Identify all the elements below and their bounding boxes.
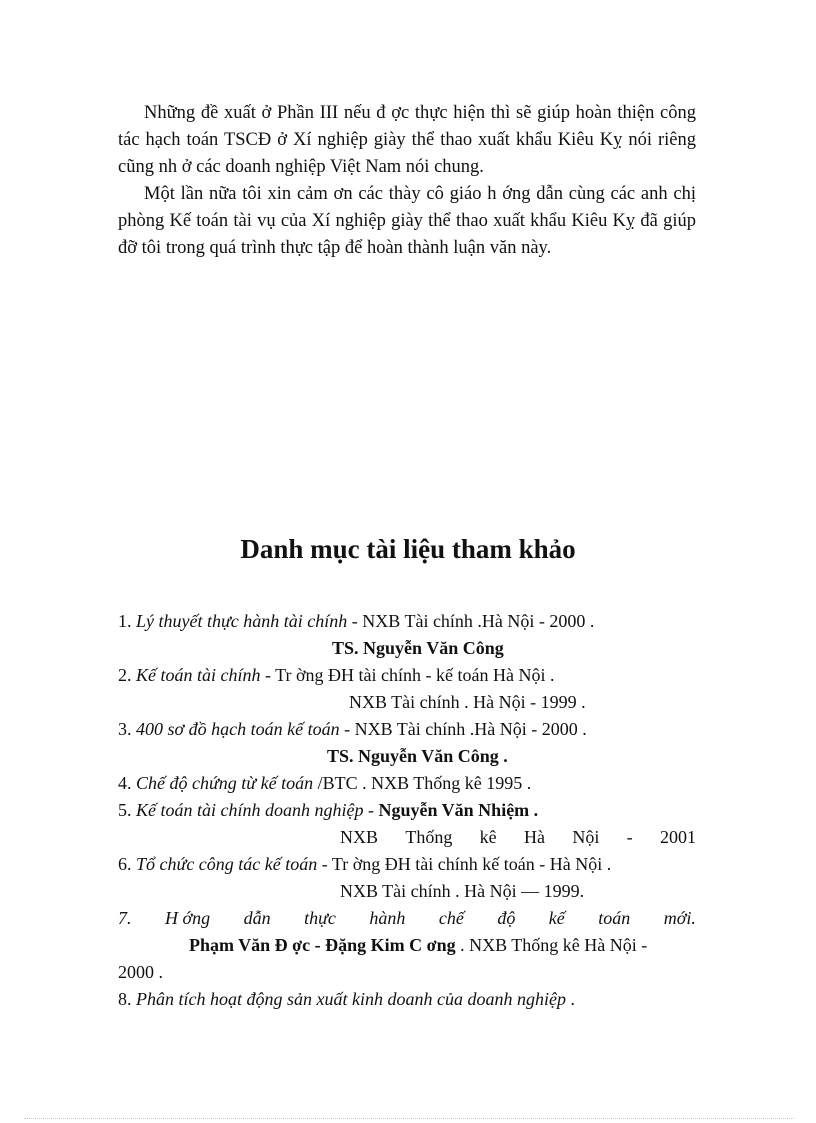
reference-continuation [340, 826, 696, 848]
reference-word: Hà [524, 827, 545, 847]
reference-number: 5. [118, 800, 132, 820]
reference-item [118, 988, 575, 1010]
reference-publisher: - Tr ờng ĐH tài chính kế toán - Hà Nội . [317, 854, 612, 874]
reference-publisher: - NXB Tài chính .Hà Nội - 2000 . [339, 719, 587, 739]
reference-item [118, 799, 538, 821]
reference-title: Lý thuyết thực hành tài chính [136, 611, 348, 631]
reference-authors-line [189, 934, 647, 956]
reference-word: hành [369, 908, 406, 928]
reference-item [118, 772, 531, 794]
paragraph-2: Một lần nữa tôi xin cảm ơn các thày cô giáo h ớng dẫn cùng các anh chị phòng Kế toán tài vụ của Xí nghiệp giày thể thao xuất khẩu Kiêu Kỵ đã giúp đỡ tôi trong quá trình thực tập để hoàn thành luận văn này. [118, 184, 696, 258]
reference-title: Chế độ chứng từ kế toán [136, 773, 314, 793]
reference-word: toán [598, 908, 631, 928]
reference-word: NXB [340, 827, 379, 847]
reference-title: Kế toán tài chính [136, 665, 261, 685]
reference-word: - [626, 827, 633, 847]
reference-item [118, 610, 594, 632]
reference-publisher: . NXB Thống kê Hà Nội - [455, 935, 648, 955]
reference-number: 1. [118, 611, 132, 631]
reference-publisher: - Tr ờng ĐH tài chính - kế toán Hà Nội . [260, 665, 555, 685]
reference-word: kê [479, 827, 497, 847]
paragraph-1: Những đề xuất ở Phần III nếu đ ợc thực hiện thì sẽ giúp hoàn thiện công tác hạch toán TSCĐ ở Xí nghiệp giày thể thao xuất khẩu Kiêu Kỵ nói riêng cũng nh ở các doanh nghiệp Việt Nam nói chung. [118, 103, 696, 177]
reference-item [118, 718, 587, 740]
references-heading: Danh mục tài liệu tham khảo [240, 534, 576, 564]
reference-word: 2001 [659, 827, 696, 847]
reference-item [118, 853, 611, 875]
reference-word: thực [304, 908, 336, 928]
reference-publisher: - NXB Tài chính .Hà Nội - 2000 . [347, 611, 595, 631]
reference-continuation: NXB Tài chính . Hà Nội - 1999 . [349, 692, 586, 712]
conclusion-text [118, 100, 696, 262]
reference-continuation: 2000 . [118, 962, 163, 982]
reference-word: độ [497, 908, 516, 928]
reference-author: TS. Nguyễn Văn Công . [327, 746, 508, 766]
reference-title [118, 907, 696, 929]
reference-publisher: . [565, 989, 575, 1009]
reference-word: dẫn [243, 908, 271, 928]
reference-number: 8. [118, 989, 132, 1009]
reference-number: 3. [118, 719, 132, 739]
reference-word: Thống [405, 827, 453, 847]
reference-author: Phạm Văn Đ ợc - Đặng Kim C ơng [189, 935, 456, 955]
reference-item [118, 664, 555, 686]
reference-word: chế [438, 908, 464, 928]
reference-number: 4. [118, 773, 132, 793]
reference-title: Kế toán tài chính doanh nghiệp [136, 800, 364, 820]
reference-continuation: NXB Tài chính . Hà Nội — 1999. [340, 881, 585, 901]
reference-word: H ớng [164, 908, 211, 928]
reference-title: Phân tích hoạt động sản xuất kinh doanh của doanh nghiệp [136, 989, 566, 1009]
reference-number: 7. [118, 908, 132, 928]
reference-author: Nguyễn Văn Nhiệm . [378, 800, 539, 820]
reference-separator: - [363, 800, 379, 820]
reference-word: kế [548, 908, 565, 928]
reference-word: Nội [572, 827, 600, 847]
reference-word: mới. [663, 908, 696, 928]
reference-number: 2. [118, 665, 132, 685]
reference-author: TS. Nguyễn Văn Công [332, 638, 504, 658]
reference-number: 6. [118, 854, 132, 874]
reference-title: 400 sơ đồ hạch toán kế toán [136, 719, 340, 739]
page-footer-divider [24, 1118, 794, 1119]
reference-publisher: /BTC . NXB Thống kê 1995 . [313, 773, 532, 793]
reference-title: Tổ chức công tác kế toán [136, 854, 318, 874]
